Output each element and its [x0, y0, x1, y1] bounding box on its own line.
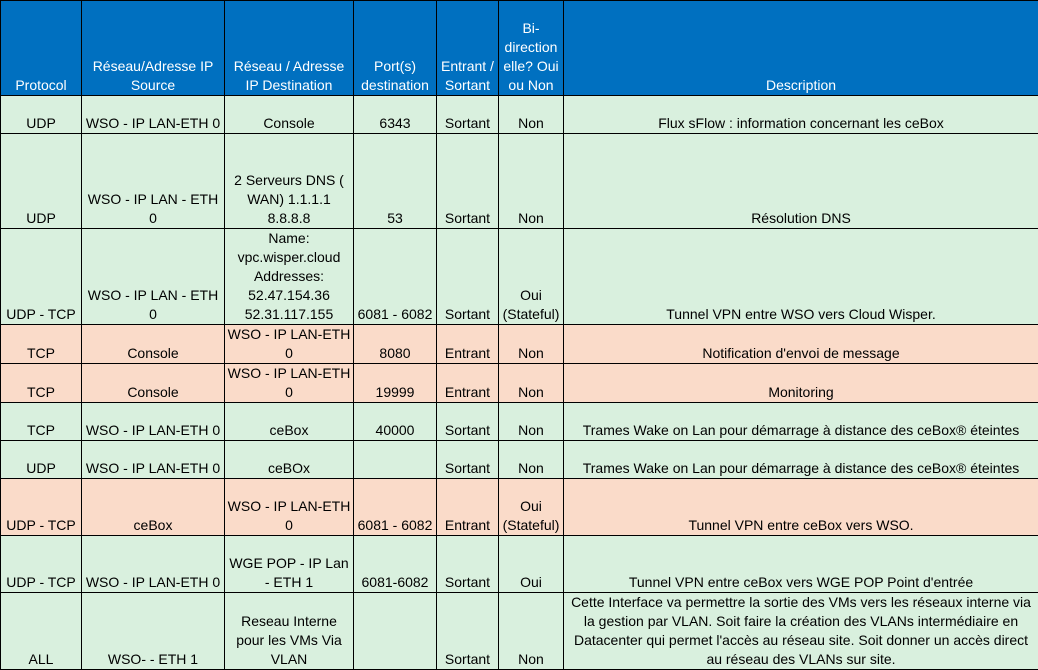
- cell-source: Console: [82, 325, 225, 364]
- header-direction: Entrant / Sortant: [437, 1, 499, 96]
- cell-source: WSO - IP LAN-ETH 0: [82, 536, 225, 593]
- cell-description: Tunnel VPN entre WSO vers Cloud Wisper.: [564, 229, 1038, 325]
- cell-destination: ceBOx: [225, 441, 354, 479]
- cell-description: Monitoring: [564, 364, 1038, 403]
- cell-ports: 6081-6082: [354, 536, 437, 593]
- header-ports: Port(s) destination: [354, 1, 437, 96]
- header-row: [1, 1, 1038, 96]
- cell-source: WSO - IP LAN-ETH 0: [82, 403, 225, 441]
- cell-ports: 6081 - 6082: [354, 229, 437, 325]
- cell-direction: Entrant: [437, 364, 499, 403]
- cell-bidirectional: Non: [499, 96, 564, 134]
- table-row: [1, 134, 1038, 229]
- cell-bidirectional: Non: [499, 593, 564, 670]
- cell-bidirectional: Non: [499, 364, 564, 403]
- cell-ports: 53: [354, 134, 437, 229]
- cell-protocol: TCP: [1, 403, 82, 441]
- cell-ports: 40000: [354, 403, 437, 441]
- cell-ports: [354, 441, 437, 479]
- header-source: Réseau/Adresse IP Source: [82, 1, 225, 96]
- cell-source: WSO- - ETH 1: [82, 593, 225, 670]
- cell-direction: Sortant: [437, 403, 499, 441]
- cell-protocol: UDP - TCP: [1, 479, 82, 536]
- header-protocol: Protocol: [1, 1, 82, 96]
- table-row: [1, 479, 1038, 536]
- cell-source: Console: [82, 364, 225, 403]
- cell-destination: 2 Serveurs DNS ( WAN) 1.1.1.1 8.8.8.8: [225, 134, 354, 229]
- cell-description: Tunnel VPN entre ceBox vers WSO.: [564, 479, 1038, 536]
- table-row: [1, 593, 1038, 670]
- cell-bidirectional: Non: [499, 403, 564, 441]
- cell-protocol: TCP: [1, 325, 82, 364]
- cell-ports: 6343: [354, 96, 437, 134]
- header-destination: Réseau / Adresse IP Destination: [225, 1, 354, 96]
- cell-protocol: ALL: [1, 593, 82, 670]
- cell-direction: Sortant: [437, 441, 499, 479]
- table-row: [1, 229, 1038, 325]
- cell-destination: WSO - IP LAN-ETH 0: [225, 364, 354, 403]
- cell-description: Flux sFlow : information concernant les ceBox: [564, 96, 1038, 134]
- cell-source: WSO - IP LAN - ETH 0: [82, 134, 225, 229]
- cell-direction: Sortant: [437, 593, 499, 670]
- cell-destination: WGE POP - IP Lan - ETH 1: [225, 536, 354, 593]
- cell-description: Cette Interface va permettre la sortie des VMs vers les réseaux interne via la gestion par VLAN. Soit faire la création des VLANs intermédiaire en Datacenter qui permet l'accès au réseau site. Soit donner un accès direct au réseau des VLANs sur site.: [564, 593, 1038, 670]
- header-bidirectional: Bi-directionelle? Oui ou Non: [499, 1, 564, 96]
- cell-description: Trames Wake on Lan pour démarrage à distance des ceBox® éteintes: [564, 403, 1038, 441]
- cell-direction: Entrant: [437, 479, 499, 536]
- cell-protocol: UDP: [1, 134, 82, 229]
- cell-protocol: TCP: [1, 364, 82, 403]
- table-row: [1, 325, 1038, 364]
- cell-destination: Name: vpc.wisper.cloud Addresses: 52.47.154.36 52.31.117.155: [225, 229, 354, 325]
- table-row: [1, 364, 1038, 403]
- cell-bidirectional: Oui (Stateful): [499, 229, 564, 325]
- cell-protocol: UDP - TCP: [1, 229, 82, 325]
- table-row: [1, 536, 1038, 593]
- cell-direction: Sortant: [437, 134, 499, 229]
- cell-bidirectional: Non: [499, 441, 564, 479]
- cell-destination: Console: [225, 96, 354, 134]
- cell-ports: 6081 - 6082: [354, 479, 437, 536]
- cell-source: WSO - IP LAN-ETH 0: [82, 96, 225, 134]
- table-row: [1, 96, 1038, 134]
- cell-direction: Sortant: [437, 96, 499, 134]
- cell-direction: Sortant: [437, 536, 499, 593]
- cell-ports: [354, 593, 437, 670]
- cell-description: Tunnel VPN entre ceBox vers WGE POP Point d'entrée: [564, 536, 1038, 593]
- table-row: [1, 441, 1038, 479]
- cell-direction: Sortant: [437, 229, 499, 325]
- cell-bidirectional: Non: [499, 134, 564, 229]
- cell-destination: WSO - IP LAN-ETH 0: [225, 325, 354, 364]
- cell-bidirectional: Oui (Stateful): [499, 479, 564, 536]
- cell-protocol: UDP: [1, 441, 82, 479]
- cell-direction: Entrant: [437, 325, 499, 364]
- cell-bidirectional: Oui: [499, 536, 564, 593]
- cell-source: WSO - IP LAN-ETH 0: [82, 441, 225, 479]
- cell-description: Trames Wake on Lan pour démarrage à distance des ceBox® éteintes: [564, 441, 1038, 479]
- cell-destination: Reseau Interne pour les VMs Via VLAN: [225, 593, 354, 670]
- cell-source: ceBox: [82, 479, 225, 536]
- cell-ports: 8080: [354, 325, 437, 364]
- header-description: Description: [564, 1, 1038, 96]
- table-row: [1, 403, 1038, 441]
- cell-source: WSO - IP LAN - ETH 0: [82, 229, 225, 325]
- cell-protocol: UDP: [1, 96, 82, 134]
- cell-description: Résolution DNS: [564, 134, 1038, 229]
- cell-destination: ceBox: [225, 403, 354, 441]
- cell-protocol: UDP - TCP: [1, 536, 82, 593]
- cell-ports: 19999: [354, 364, 437, 403]
- cell-description: Notification d'envoi de message: [564, 325, 1038, 364]
- cell-destination: WSO - IP LAN-ETH 0: [225, 479, 354, 536]
- cell-bidirectional: Non: [499, 325, 564, 364]
